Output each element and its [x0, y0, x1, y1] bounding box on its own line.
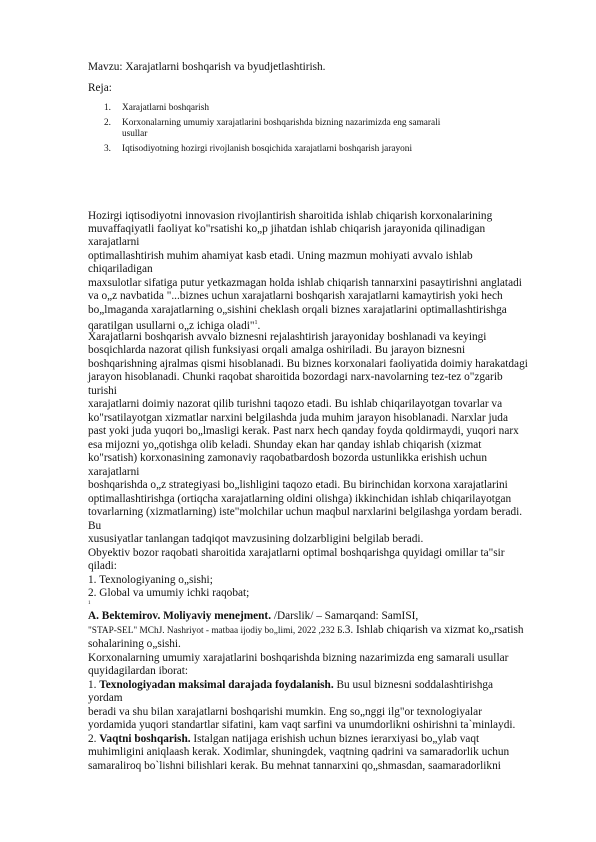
- footnote-mark: 1: [88, 601, 91, 606]
- body-line: past yoki juda yuqori bo„lmasligi kerak. Past narx hech qanday foyda qoldirmaydi, yuqori narx: [88, 425, 519, 437]
- method-text: Bu usul biznesni soddalashtirishga: [333, 679, 494, 691]
- body-line: ko"rsatilayotgan xizmatlar narxini belgilashda juda muhim jarayon hisoblanadi. Narxlar juda: [88, 412, 508, 424]
- body-line: 2. Global va umumiy ichki raqobat;: [88, 587, 250, 599]
- plan-number: 3.: [104, 144, 111, 154]
- body-line: muvaffaqiyatli faoliyat ko"rsatishi ko„p jihatdan ishlab chiqarish jarayonida qilinadigan: [88, 223, 486, 235]
- footnote-publisher: "STAP-SEL" MChJ. Nashriyot - matbaa ijodiy bo„limi, 2022 ,232 Б.: [88, 626, 345, 636]
- footnote-line: [88, 610, 418, 623]
- footnote-ref: 1: [254, 320, 258, 326]
- footnote-source: /Darslik/ – Samarqand: SamISI,: [271, 610, 419, 622]
- body-line: quyidagilardan iborat:: [88, 665, 189, 677]
- body-line: maxsulotlar sifatiga putur yetkazmagan holda ishlab chiqarish tannarxini pasaytirishni anglatadi: [88, 277, 522, 289]
- body-line: sohalarining o„sishi.: [88, 638, 181, 650]
- body-line: ko"rsatish) korxonasining zamonaviy raqobatbardosh bozorda ustunlikka erishish uchun: [88, 452, 487, 464]
- body-line: xarajatlarni doimiy nazorat qilib turishni taqozo etadi. Bu ishlab chiqarilayotgan tovarlar va: [88, 398, 503, 410]
- body-line: chiqariladigan: [88, 263, 153, 275]
- body-line: yordam: [88, 692, 123, 704]
- body-line: va o„z navbatida "...biznes uchun xarajatlarni boshqarish xarajatlarni kamaytirish yoki hech: [88, 290, 503, 302]
- plan-item: Iqtisodiyotning hozirgi rivojlanish bosqichida xarajatlarni boshqarish jarayoni: [122, 144, 413, 154]
- body-line: esa mijozni yo„qotishga olib keladi. Shunday ekan har qanday ishlab chiqarish (xizmat: [88, 439, 482, 451]
- method-1: [88, 679, 493, 692]
- body-line: muhimligini aniqlaash kerak. Xodimlar, shuningdek, vaqtning qadrini va samaradorlik uchun: [88, 746, 510, 758]
- body-line: beradi va shu bilan xarajatlarni boshqarishi mumkin. Eng so„nggi ilg"or texnologiyalar: [88, 706, 482, 718]
- footnote-line-mixed: [88, 624, 524, 637]
- plan-item-continuation: usullar: [122, 129, 148, 139]
- body-line: boshqarishning ajralmas qismi hisoblanadi. Bu biznes korxonalari faoliyatida doimiy harakatdagi: [88, 358, 528, 370]
- body-line: Xarajatlarni boshqarish avvalo biznesni rejalashtirish jarayoniday boshlanadi va keyingi: [88, 331, 487, 343]
- body-line: 1. Texnologiyaning o„sishi;: [88, 574, 213, 586]
- period: .: [257, 319, 261, 332]
- body-line: yordamida yuqori standartlar sifatini, kam vaqt sarfini va unumdorlikni oshirishni ta`minlaydi.: [88, 719, 516, 731]
- body-line: bosqichlarda nazorat qilish funksiyasi orqali amalga oshiriladi. Bu jarayon biznesni: [88, 344, 466, 356]
- method-2: [88, 733, 479, 746]
- body-line: jarayon hisoblanadi. Chunki raqobat sharoitida bozordagi narx-navolarning tez-tez o"zgarib: [88, 371, 503, 383]
- body-line: Hozirgi iqtisodiyotni innovasion rivojlantirish sharoitida ishlab chiqarish korxonalarining: [88, 210, 493, 222]
- body-line: xarajatlarni: [88, 236, 140, 248]
- body-line: optimallashtirish muhim ahamiyat kasb etadi. Uning mazmun mohiyati avvalo ishlab: [88, 250, 473, 262]
- body-line: optimallashtirishga (ortiqcha xarajatlarning oldini olishga) ikkinchidan ishlab chiqarilayotgan: [88, 493, 512, 505]
- method-title: Vaqtni boshqarish.: [99, 733, 191, 745]
- plan-item: Xarajatlarni boshqarish: [122, 103, 209, 113]
- plan-number: 1.: [104, 103, 111, 113]
- body-line: xususiyatlar tanlangan tadqiqot mavzusining dolzarbligini belgilab beradi.: [88, 533, 424, 545]
- method-number: 1.: [88, 679, 100, 691]
- body-line: xarajatlarni: [88, 466, 140, 478]
- body-line: Bu: [88, 520, 102, 532]
- body-line: bo„lmaganda xarajatlarning o„sishini cheklash orqali biznes xarajatlarini optimallashtirishga: [88, 304, 507, 316]
- body-line: samaraliroq bo`lishni bilishlari kerak. Bu mehnat tannarxini qo„shmasdan, saamaradorlikni: [88, 760, 501, 772]
- body-line: Obyektiv bozor raqobati sharoitida xarajatlarni optimal boshqarishga quyidagi omillar ta"sir: [88, 547, 505, 559]
- list-item-3: 3. Ishlab chiqarish va xizmat ko„rsatish: [344, 624, 524, 636]
- method-text: Istalgan natijaga erishish uchun biznes ierarxiyasi bo„ylab vaqt: [190, 733, 480, 745]
- body-line: tovarlarning (xizmatlarning) iste"molchilar uchun maqbul narxlarini belgilashga yordam beradi.: [88, 506, 523, 518]
- plan-number: 2.: [104, 118, 111, 128]
- body-line: Korxonalarning umumiy xarajatlarini boshqarishda bizning nazarimizda eng samarali usullar: [88, 652, 509, 664]
- body-line: boshqarishda o„z strategiyasi bo„lishligini taqozo etadi. Bu birinchidan korxona xarajatlarini: [88, 479, 508, 491]
- quote-end: qaratilgan usullarni o„z ichiga oladi": [88, 319, 255, 332]
- body-line: qiladi:: [88, 560, 117, 572]
- body-line: turishi: [88, 385, 117, 397]
- topic-line: Mavzu: Xarajatlarni boshqarish va byudjetlashtirish.: [88, 61, 326, 73]
- method-title: Texnologiyadan maksimal darajada foydalanish.: [99, 679, 334, 691]
- method-number: 2.: [88, 733, 100, 745]
- footnote-author: A. Bektemirov. Moliyaviy menejment.: [88, 610, 272, 622]
- plan-heading: Reja:: [88, 82, 112, 94]
- plan-item: Korxonalarning umumiy xarajatlarini boshqarishda bizning nazarimizda eng samarali: [122, 118, 441, 128]
